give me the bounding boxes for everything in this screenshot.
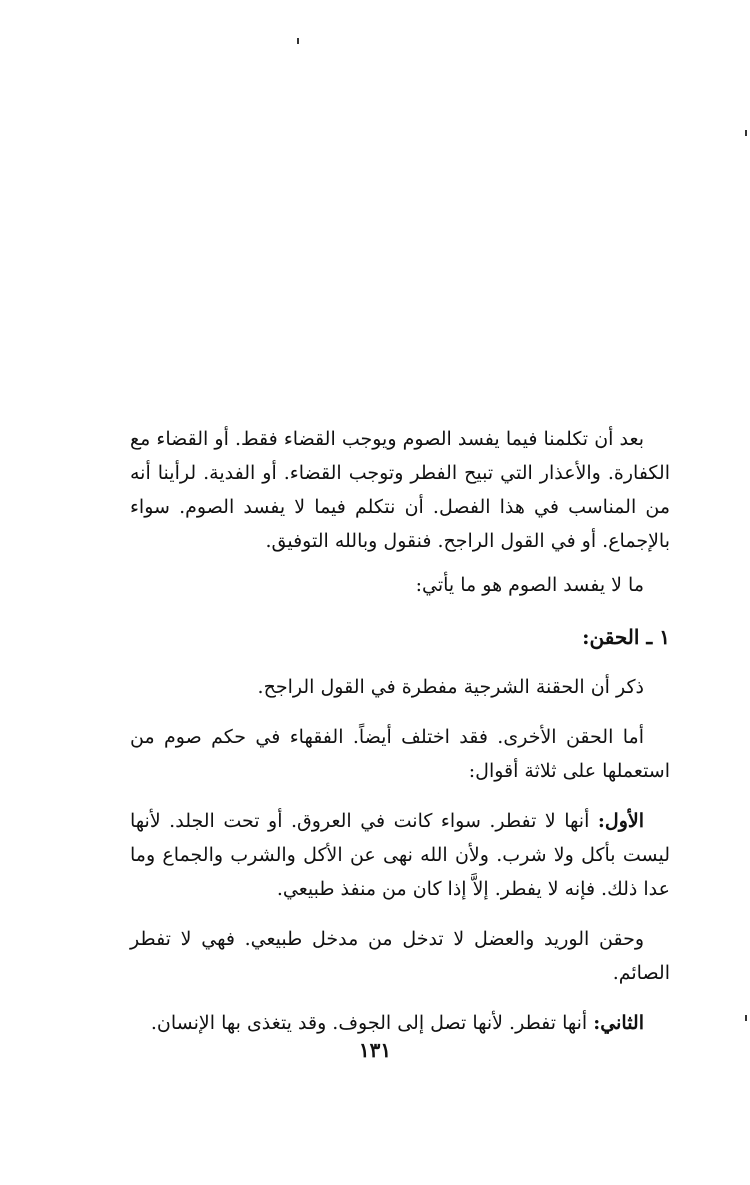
section-heading: ١ ـ الحقن:	[582, 625, 670, 649]
paragraph-vein-muscle: وحقن الوريد والعضل لا تدخل من مدخل طبيعي. فهي لا تفطر الصائم.	[130, 928, 670, 984]
intro-paragraph: بعد أن تكلمنا فيما يفسد الصوم ويوجب القضاء فقط. أو القضاء مع الكفارة. والأعذار التي تبيح الفطر وتوجب القضاء. أو الفدية. لرأينا أنه من المناسب في هذا الفصل. أن نتكلم فيما لا يفسد الصوم. سواء بالإجماع. أو في القول الراجح. فنقول وبالله التوفيق.	[130, 428, 670, 552]
page-number: ١٣١	[358, 1038, 392, 1062]
section-injections	[130, 620, 670, 1040]
scan-mark	[745, 1015, 747, 1021]
intro-lead-in: ما لا يفسد الصوم هو ما يأتي:	[415, 574, 644, 596]
paragraph-second-opinion	[130, 1006, 670, 1040]
second-opinion-text: أنها تفطر. لأنها تصل إلى الجوف. وقد يتغذى بها الإنسان.	[150, 1012, 594, 1034]
first-opinion-text: أنها لا تفطر. سواء كانت في العروق. أو تحت الجلد. لأنها ليست بأكل ولا شرب. ولأن الله نهى عن الأكل والشرب والجماع وما عدا ذلك. فإنه لا يفطر. إلاَّ إذا كان من منفذ طبيعي.	[130, 810, 670, 900]
second-opinion-label: الثاني:	[593, 1012, 644, 1034]
first-opinion-label: الأول:	[597, 810, 644, 832]
intro-block	[130, 422, 670, 602]
paragraph-other-injections: أما الحقن الأخرى. فقد اختلف أيضاً. الفقهاء في حكم صوم من استعملها على ثلاثة أقوال:	[130, 726, 670, 782]
paragraph-enema: ذكر أن الحقنة الشرجية مفطرة في القول الراجح.	[257, 676, 644, 698]
scan-mark	[745, 130, 747, 136]
scan-mark	[297, 38, 299, 44]
paragraph-first-opinion	[130, 804, 670, 906]
